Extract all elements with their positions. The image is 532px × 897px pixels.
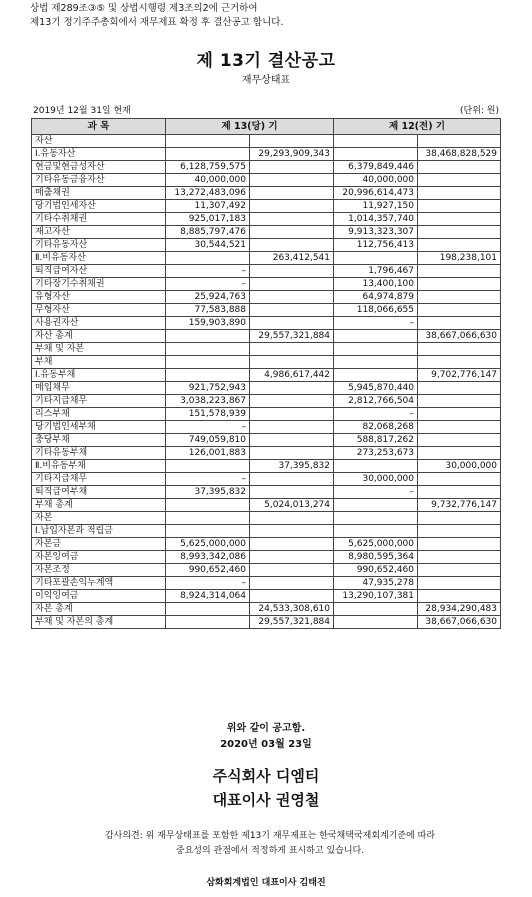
ceo-name: 대표이사 권영철 bbox=[212, 791, 320, 809]
amount-cell bbox=[418, 161, 501, 174]
table-row bbox=[32, 512, 501, 525]
amount-cell: 151,578,939 bbox=[166, 408, 250, 421]
amount-cell: 38,468,828,529 bbox=[418, 148, 501, 161]
table-row bbox=[32, 265, 501, 278]
amount-cell bbox=[250, 161, 334, 174]
amount-cell bbox=[334, 343, 418, 356]
amount-cell: 30,000,000 bbox=[334, 473, 418, 486]
legal-basis-notice bbox=[30, 2, 283, 30]
amount-cell bbox=[166, 460, 250, 473]
amount-cell: 9,732,776,147 bbox=[418, 499, 501, 512]
table-row bbox=[32, 187, 501, 200]
announcement-statement: 위와 같이 공고함. bbox=[226, 723, 306, 734]
amount-cell: 20,996,614,473 bbox=[334, 187, 418, 200]
table-row bbox=[32, 161, 501, 174]
table-row bbox=[32, 174, 501, 187]
table-row bbox=[32, 252, 501, 265]
account-name-cell: 자본잉여금 bbox=[32, 551, 166, 564]
account-name-cell: 자본금 bbox=[32, 538, 166, 551]
amount-cell: 40,000,000 bbox=[334, 174, 418, 187]
account-name-cell: 자본 총계 bbox=[32, 603, 166, 616]
amount-cell: 29,293,909,343 bbox=[250, 148, 334, 161]
audit-opinion-line: 감사의견: 위 재무상태표를 포함한 제13기 재무제표는 한국채택국제회계기준에 따라 bbox=[104, 831, 436, 841]
amount-cell: 40,000,000 bbox=[166, 174, 250, 187]
amount-cell: 5,945,870,440 bbox=[334, 382, 418, 395]
amount-cell: 11,307,492 bbox=[166, 200, 250, 213]
legal-basis-line: 상법 제289조③⑤ 및 상법시행령 제3조의2에 근거하여 bbox=[30, 3, 258, 14]
amount-cell bbox=[334, 369, 418, 382]
amount-cell: 11,927,150 bbox=[334, 200, 418, 213]
amount-cell bbox=[418, 395, 501, 408]
table-row bbox=[32, 564, 501, 577]
amount-cell bbox=[334, 616, 418, 629]
amount-cell: 30,000,000 bbox=[418, 460, 501, 473]
table-row bbox=[32, 434, 501, 447]
amount-cell: 749,059,810 bbox=[166, 434, 250, 447]
account-name-cell: 자산 총계 bbox=[32, 330, 166, 343]
table-row bbox=[32, 395, 501, 408]
amount-cell bbox=[166, 525, 250, 538]
amount-cell bbox=[418, 343, 501, 356]
table-row bbox=[32, 304, 501, 317]
amount-cell: 29,557,321,884 bbox=[250, 330, 334, 343]
amount-cell: 5,024,013,274 bbox=[250, 499, 334, 512]
account-name-cell: 부채 및 자본의 총계 bbox=[32, 616, 166, 629]
account-name-cell: 부채 bbox=[32, 356, 166, 369]
amount-cell bbox=[418, 200, 501, 213]
account-name-cell: Ⅱ.비유동자산 bbox=[32, 252, 166, 265]
amount-cell: 990,652,460 bbox=[166, 564, 250, 577]
amount-cell: – bbox=[166, 278, 250, 291]
currency-unit: (단위: 원) bbox=[460, 106, 499, 116]
amount-cell bbox=[166, 148, 250, 161]
amount-cell bbox=[418, 421, 501, 434]
amount-cell bbox=[166, 356, 250, 369]
table-row bbox=[32, 382, 501, 395]
amount-cell: 2,812,766,504 bbox=[334, 395, 418, 408]
amount-cell bbox=[418, 226, 501, 239]
amount-cell bbox=[166, 330, 250, 343]
amount-cell: 198,238,101 bbox=[418, 252, 501, 265]
amount-cell bbox=[418, 590, 501, 603]
amount-cell: 925,017,183 bbox=[166, 213, 250, 226]
account-name-cell: 이익잉여금 bbox=[32, 590, 166, 603]
account-name-cell: 기타지급채무 bbox=[32, 473, 166, 486]
amount-cell bbox=[250, 421, 334, 434]
amount-cell bbox=[418, 434, 501, 447]
amount-cell: 921,752,943 bbox=[166, 382, 250, 395]
amount-cell bbox=[250, 525, 334, 538]
account-name-cell: 기타포괄손익누계액 bbox=[32, 577, 166, 590]
amount-cell: – bbox=[166, 421, 250, 434]
amount-cell: 1,014,357,740 bbox=[334, 213, 418, 226]
table-row bbox=[32, 213, 501, 226]
table-row bbox=[32, 239, 501, 252]
amount-cell bbox=[250, 187, 334, 200]
table-header-row bbox=[32, 119, 501, 135]
amount-cell: 6,128,759,575 bbox=[166, 161, 250, 174]
amount-cell: 77,583,888 bbox=[166, 304, 250, 317]
account-name-cell: 자본 bbox=[32, 512, 166, 525]
table-row bbox=[32, 148, 501, 161]
amount-cell bbox=[250, 291, 334, 304]
amount-cell bbox=[418, 291, 501, 304]
account-name-cell: 기타유동자산 bbox=[32, 239, 166, 252]
auditor-signature: 삼화회계법인 대표이사 김태진 bbox=[206, 878, 326, 888]
table-row bbox=[32, 356, 501, 369]
table-row bbox=[32, 369, 501, 382]
page-title: 제 13기 결산공고 bbox=[196, 51, 336, 71]
table-row bbox=[32, 473, 501, 486]
amount-cell bbox=[250, 447, 334, 460]
amount-cell: 24,533,308,610 bbox=[250, 603, 334, 616]
amount-cell bbox=[250, 200, 334, 213]
account-name-cell: 퇴직급여자산 bbox=[32, 265, 166, 278]
amount-cell bbox=[250, 174, 334, 187]
amount-cell bbox=[418, 564, 501, 577]
amount-cell bbox=[418, 577, 501, 590]
amount-cell: 28,934,290,483 bbox=[418, 603, 501, 616]
amount-cell bbox=[418, 447, 501, 460]
amount-cell: 64,974,879 bbox=[334, 291, 418, 304]
account-name-cell: 기타수취채권 bbox=[32, 213, 166, 226]
amount-cell bbox=[166, 603, 250, 616]
amount-cell bbox=[166, 135, 250, 148]
amount-cell bbox=[250, 317, 334, 330]
account-name-cell: 재고자산 bbox=[32, 226, 166, 239]
amount-cell: 8,924,314,064 bbox=[166, 590, 250, 603]
amount-cell bbox=[166, 499, 250, 512]
amount-cell bbox=[418, 382, 501, 395]
account-name-cell: Ⅱ.비유동부채 bbox=[32, 460, 166, 473]
amount-cell: – bbox=[334, 486, 418, 499]
amount-cell bbox=[418, 187, 501, 200]
amount-cell: 8,993,342,086 bbox=[166, 551, 250, 564]
amount-cell bbox=[250, 356, 334, 369]
amount-cell: 9,702,776,147 bbox=[418, 369, 501, 382]
amount-cell: 118,066,655 bbox=[334, 304, 418, 317]
amount-cell bbox=[418, 265, 501, 278]
account-name-cell: 퇴직급여부채 bbox=[32, 486, 166, 499]
table-row bbox=[32, 499, 501, 512]
amount-cell: 4,986,617,442 bbox=[250, 369, 334, 382]
table-row bbox=[32, 538, 501, 551]
amount-cell bbox=[334, 135, 418, 148]
balance-sheet-table bbox=[31, 118, 501, 629]
amount-cell: 13,290,107,381 bbox=[334, 590, 418, 603]
column-header-account: 과 목 bbox=[32, 119, 166, 135]
account-name-cell: Ⅰ.유동부채 bbox=[32, 369, 166, 382]
legal-basis-line: 제13기 정기주주총회에서 재무제표 확정 후 결산공고 합니다. bbox=[30, 17, 284, 28]
account-name-cell: 당기법인세자산 bbox=[32, 200, 166, 213]
account-name-cell: 무형자산 bbox=[32, 304, 166, 317]
amount-cell bbox=[418, 317, 501, 330]
table-row bbox=[32, 135, 501, 148]
table-row bbox=[32, 590, 501, 603]
account-name-cell: 기타지급채무 bbox=[32, 395, 166, 408]
amount-cell: – bbox=[166, 473, 250, 486]
table-row bbox=[32, 408, 501, 421]
amount-cell bbox=[334, 603, 418, 616]
account-name-cell: Ⅰ.납입자본과 적립금 bbox=[32, 525, 166, 538]
amount-cell bbox=[418, 473, 501, 486]
amount-cell bbox=[418, 408, 501, 421]
amount-cell: 37,395,832 bbox=[250, 460, 334, 473]
amount-cell bbox=[250, 265, 334, 278]
amount-cell bbox=[418, 174, 501, 187]
amount-cell bbox=[334, 252, 418, 265]
table-row bbox=[32, 460, 501, 473]
amount-cell: 82,068,268 bbox=[334, 421, 418, 434]
account-name-cell: 유형자산 bbox=[32, 291, 166, 304]
amount-cell bbox=[250, 538, 334, 551]
table-row bbox=[32, 226, 501, 239]
account-name-cell: 매입채무 bbox=[32, 382, 166, 395]
amount-cell: 38,667,066,630 bbox=[418, 616, 501, 629]
amount-cell bbox=[250, 473, 334, 486]
table-row bbox=[32, 486, 501, 499]
table-row bbox=[32, 603, 501, 616]
account-name-cell: 자산 bbox=[32, 135, 166, 148]
account-name-cell: 사용권자산 bbox=[32, 317, 166, 330]
amount-cell bbox=[250, 551, 334, 564]
amount-cell: 8,980,595,364 bbox=[334, 551, 418, 564]
table-row bbox=[32, 278, 501, 291]
amount-cell: 990,652,460 bbox=[334, 564, 418, 577]
amount-cell bbox=[250, 395, 334, 408]
amount-cell: 30,544,521 bbox=[166, 239, 250, 252]
amount-cell bbox=[166, 512, 250, 525]
amount-cell: 13,400,100 bbox=[334, 278, 418, 291]
amount-cell bbox=[250, 577, 334, 590]
account-name-cell: 현금및현금성자산 bbox=[32, 161, 166, 174]
amount-cell bbox=[250, 239, 334, 252]
announcement-date: 2020년 03월 23일 bbox=[220, 739, 312, 750]
amount-cell bbox=[166, 343, 250, 356]
table-row bbox=[32, 330, 501, 343]
amount-cell: – bbox=[334, 408, 418, 421]
amount-cell bbox=[250, 213, 334, 226]
amount-cell: 8,885,797,476 bbox=[166, 226, 250, 239]
amount-cell: 47,935,278 bbox=[334, 577, 418, 590]
amount-cell: 25,924,763 bbox=[166, 291, 250, 304]
amount-cell bbox=[250, 278, 334, 291]
amount-cell bbox=[418, 538, 501, 551]
account-name-cell: 기타유동금융자산 bbox=[32, 174, 166, 187]
amount-cell bbox=[250, 486, 334, 499]
amount-cell: 6,379,849,446 bbox=[334, 161, 418, 174]
amount-cell: 588,817,262 bbox=[334, 434, 418, 447]
page-subtitle: 재무상태표 bbox=[241, 75, 291, 86]
table-row bbox=[32, 447, 501, 460]
account-name-cell: 매출채권 bbox=[32, 187, 166, 200]
amount-cell: 38,667,066,630 bbox=[418, 330, 501, 343]
amount-cell bbox=[166, 369, 250, 382]
amount-cell bbox=[250, 434, 334, 447]
report-date: 2019년 12월 31일 현재 bbox=[33, 106, 131, 116]
amount-cell bbox=[334, 356, 418, 369]
amount-cell bbox=[250, 564, 334, 577]
table-row bbox=[32, 577, 501, 590]
amount-cell: 5,625,000,000 bbox=[166, 538, 250, 551]
column-header-prior-period: 제 12(전) 기 bbox=[334, 119, 501, 135]
amount-cell bbox=[334, 499, 418, 512]
amount-cell bbox=[334, 148, 418, 161]
company-name: 주식회사 디엠티 bbox=[212, 767, 320, 785]
amount-cell bbox=[250, 304, 334, 317]
amount-cell bbox=[418, 304, 501, 317]
table-row bbox=[32, 525, 501, 538]
table-row bbox=[32, 551, 501, 564]
amount-cell bbox=[250, 382, 334, 395]
amount-cell bbox=[250, 135, 334, 148]
amount-cell: 13,272,483,096 bbox=[166, 187, 250, 200]
account-name-cell: 자본조정 bbox=[32, 564, 166, 577]
amount-cell bbox=[418, 486, 501, 499]
amount-cell bbox=[418, 278, 501, 291]
amount-cell: 9,913,323,307 bbox=[334, 226, 418, 239]
balance-sheet-body bbox=[32, 135, 501, 629]
amount-cell bbox=[250, 590, 334, 603]
amount-cell bbox=[418, 213, 501, 226]
account-name-cell: 리스부채 bbox=[32, 408, 166, 421]
amount-cell: 159,903,890 bbox=[166, 317, 250, 330]
amount-cell: 263,412,541 bbox=[250, 252, 334, 265]
amount-cell: 126,001,883 bbox=[166, 447, 250, 460]
amount-cell: 37,395,832 bbox=[166, 486, 250, 499]
amount-cell: 1,796,467 bbox=[334, 265, 418, 278]
table-row bbox=[32, 291, 501, 304]
table-row bbox=[32, 200, 501, 213]
account-name-cell: 부채 총계 bbox=[32, 499, 166, 512]
amount-cell bbox=[166, 616, 250, 629]
account-name-cell: 충당부채 bbox=[32, 434, 166, 447]
amount-cell bbox=[418, 525, 501, 538]
amount-cell bbox=[334, 512, 418, 525]
account-name-cell: 당기법인세부채 bbox=[32, 421, 166, 434]
audit-opinion-line: 중요성의 관점에서 적정하게 표시하고 있습니다. bbox=[175, 846, 365, 856]
amount-cell bbox=[418, 356, 501, 369]
column-header-current-period: 제 13(당) 기 bbox=[166, 119, 334, 135]
amount-cell: 29,557,321,884 bbox=[250, 616, 334, 629]
amount-cell bbox=[250, 343, 334, 356]
table-row bbox=[32, 616, 501, 629]
table-row bbox=[32, 317, 501, 330]
amount-cell: 3,038,223,867 bbox=[166, 395, 250, 408]
amount-cell bbox=[418, 512, 501, 525]
account-name-cell: Ⅰ.유동자산 bbox=[32, 148, 166, 161]
amount-cell bbox=[334, 525, 418, 538]
table-row bbox=[32, 343, 501, 356]
amount-cell bbox=[250, 226, 334, 239]
amount-cell bbox=[166, 252, 250, 265]
amount-cell: – bbox=[166, 577, 250, 590]
amount-cell: 5,625,000,000 bbox=[334, 538, 418, 551]
amount-cell: – bbox=[166, 265, 250, 278]
amount-cell bbox=[250, 512, 334, 525]
amount-cell: 112,756,413 bbox=[334, 239, 418, 252]
account-name-cell: 부채 및 자본 bbox=[32, 343, 166, 356]
account-name-cell: 기타장기수취채권 bbox=[32, 278, 166, 291]
audit-opinion bbox=[60, 829, 480, 859]
amount-cell bbox=[250, 408, 334, 421]
table-row bbox=[32, 421, 501, 434]
amount-cell bbox=[418, 135, 501, 148]
amount-cell bbox=[418, 551, 501, 564]
amount-cell bbox=[334, 460, 418, 473]
account-name-cell: 기타유동부채 bbox=[32, 447, 166, 460]
amount-cell bbox=[418, 239, 501, 252]
amount-cell: 273,253,673 bbox=[334, 447, 418, 460]
amount-cell: – bbox=[334, 317, 418, 330]
amount-cell bbox=[334, 330, 418, 343]
